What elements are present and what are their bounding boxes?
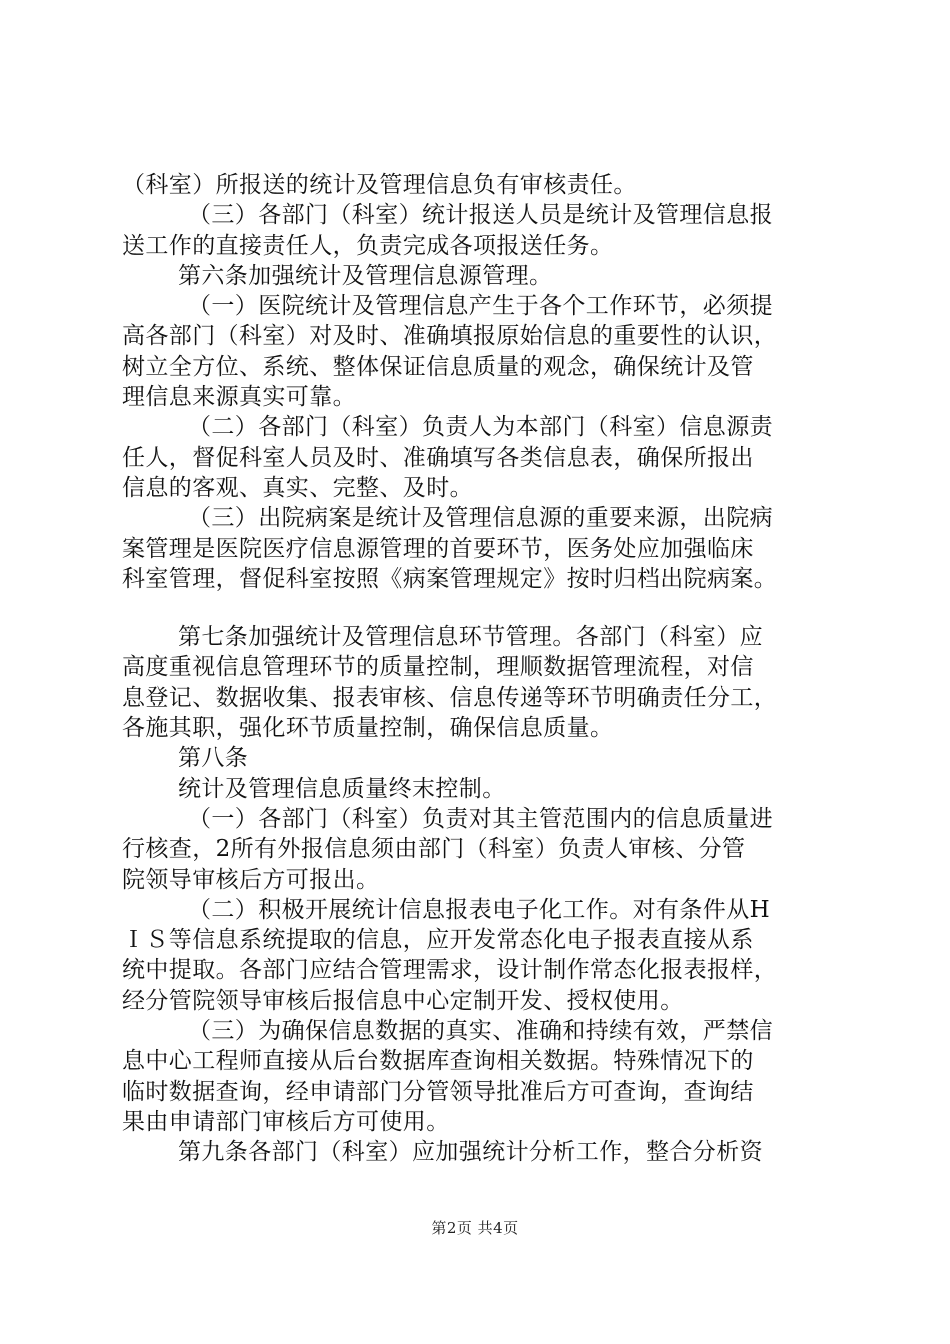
text-line: 息中心工程师直接从后台数据库查询相关数据。特殊情况下的 (122, 1048, 754, 1075)
text-line: 信息的客观、真实、完整、及时。 (122, 474, 473, 501)
text-line: 果由申请部门审核后方可使用。 (122, 1108, 450, 1135)
text-line: （科室）所报送的统计及管理信息负有审核责任。 (122, 172, 637, 198)
text-line: （三）出院病案是统计及管理信息源的重要来源，出院病 (188, 505, 773, 532)
text-line: 高各部门（科室）对及时、准确填报原始信息的重要性的认识， (122, 323, 778, 350)
text-line: （三）为确保信息数据的真实、准确和持续有效，严禁信 (188, 1018, 773, 1045)
paragraph-gap (122, 594, 852, 622)
text-line: 科室管理，督促科室按照《病案管理规定》按时归档出院病案。 (122, 565, 778, 592)
text-line: （三）各部门（科室）统计报送人员是统计及管理信息报 (188, 202, 773, 229)
document-body (122, 170, 852, 1168)
article-heading: 第六条加强统计及管理信息源管理。 (178, 262, 553, 289)
text-line: 院领导审核后方可报出。 (122, 866, 380, 893)
text-line: 经分管院领导审核后报信息中心定制开发、授权使用。 (122, 987, 684, 1014)
text-line: 树立全方位、系统、整体保证信息质量的观念，确保统计及管 (122, 353, 754, 380)
text-line: 息登记、数据收集、报表审核、信息传递等环节明确责任分工， (122, 684, 778, 711)
text-line: 案管理是医院医疗信息源管理的首要环节，医务处应加强临床 (122, 535, 754, 562)
article-heading: 第九条各部门（科室）应加强统计分析工作，整合分析资 (178, 1139, 763, 1166)
text-line: 送工作的直接责任人，负责完成各项报送任务。 (122, 232, 614, 259)
text-line: ＩＳ等信息系统提取的信息，应开发常态化电子报表直接从系 (122, 927, 754, 954)
text-line: 任人，督促科室人员及时、准确填写各类信息表，确保所报出 (122, 444, 754, 471)
text-line: 统中提取。各部门应结合管理需求，设计制作常态化报表报样， (122, 957, 778, 984)
text-line: 统计及管理信息质量终末控制。 (178, 775, 506, 802)
text-line: 行核查，2所有外报信息须由部门（科室）负责人审核、分管 (122, 836, 746, 863)
page-number-label: 第2页 共4页 (431, 1219, 519, 1237)
text-line: 高度重视信息管理环节的质量控制，理顺数据管理流程，对信 (122, 654, 754, 681)
article-heading: 第八条 (178, 745, 249, 772)
text-line: 各施其职，强化环节质量控制，确保信息质量。 (122, 715, 614, 742)
text-line: （一）各部门（科室）负责对其主管范围内的信息质量进 (188, 805, 773, 832)
text-line: （二）积极开展统计信息报表电子化工作。对有条件从H (188, 896, 771, 923)
article-heading: 第七条加强统计及管理信息环节管理。各部门（科室）应 (178, 624, 763, 651)
text-line: 临时数据查询，经申请部门分管领导批准后方可查询，查询结 (122, 1078, 754, 1105)
text-line: 理信息来源真实可靠。 (122, 384, 356, 411)
page-footer (0, 1217, 950, 1238)
text-line: （一）医院统计及管理信息产生于各个工作环节，必须提 (188, 293, 773, 320)
text-line: （二）各部门（科室）负责人为本部门（科室）信息源责 (188, 414, 773, 441)
